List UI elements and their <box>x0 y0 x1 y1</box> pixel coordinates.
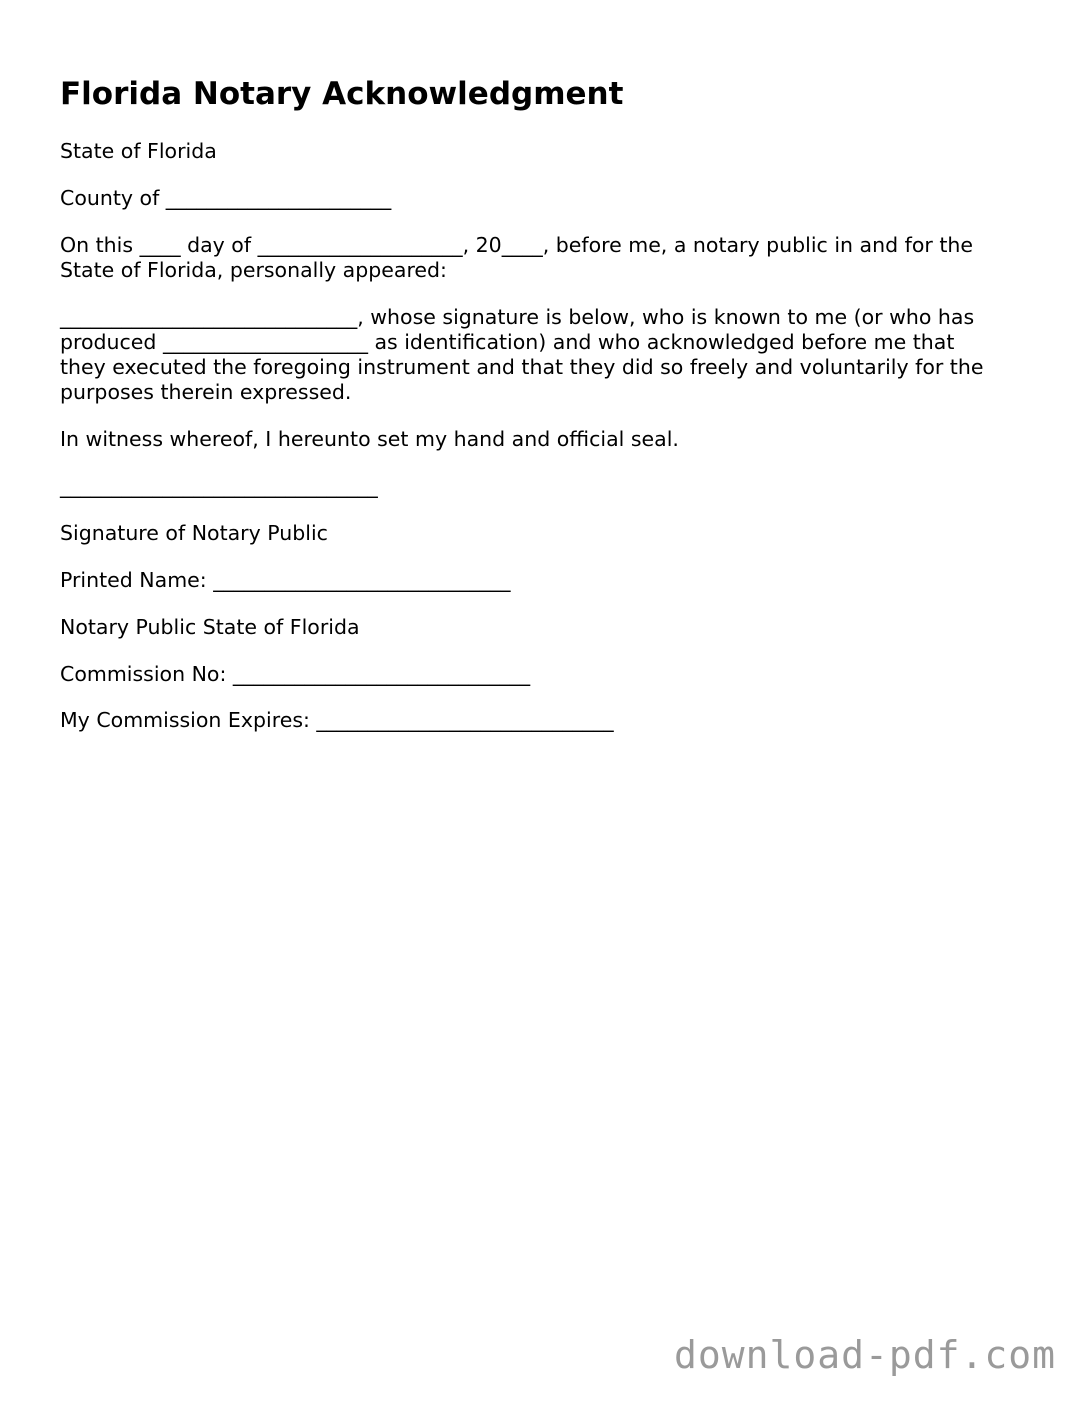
document-title: Florida Notary Acknowledgment <box>60 76 624 112</box>
commission-number-field: Commission No: _____________________________ <box>60 662 531 686</box>
appearance-paragraph-line-1: _____________________________, whose signature is below, who is known to me (or who has <box>60 305 975 329</box>
witness-statement: In witness whereof, I hereunto set my hand and official seal. <box>60 427 679 451</box>
appearance-paragraph <box>60 305 1030 405</box>
state-line: State of Florida <box>60 139 217 163</box>
commission-expires-field: My Commission Expires: _____________________________ <box>60 708 614 732</box>
signature-blank: _______________________________ <box>60 474 378 498</box>
appearance-paragraph-line-2: produced ____________________ as identification) and who acknowledged before me that <box>60 330 955 354</box>
date-paragraph-line-2: State of Florida, personally appeared: <box>60 258 447 282</box>
printed-name-field: Printed Name: _____________________________ <box>60 568 511 592</box>
date-paragraph-line-1: On this ____ day of ____________________, 20____, before me, a notary public in and for the <box>60 233 973 257</box>
appearance-paragraph-line-3: they executed the foregoing instrument and that they did so freely and voluntarily for the <box>60 355 984 379</box>
signature-label: Signature of Notary Public <box>60 521 328 545</box>
watermark: download-pdf.com <box>673 1333 1056 1377</box>
date-paragraph <box>60 233 1030 283</box>
appearance-paragraph-line-4: purposes therein expressed. <box>60 380 352 404</box>
notary-state-line: Notary Public State of Florida <box>60 615 360 639</box>
county-field: County of ______________________ <box>60 186 392 210</box>
